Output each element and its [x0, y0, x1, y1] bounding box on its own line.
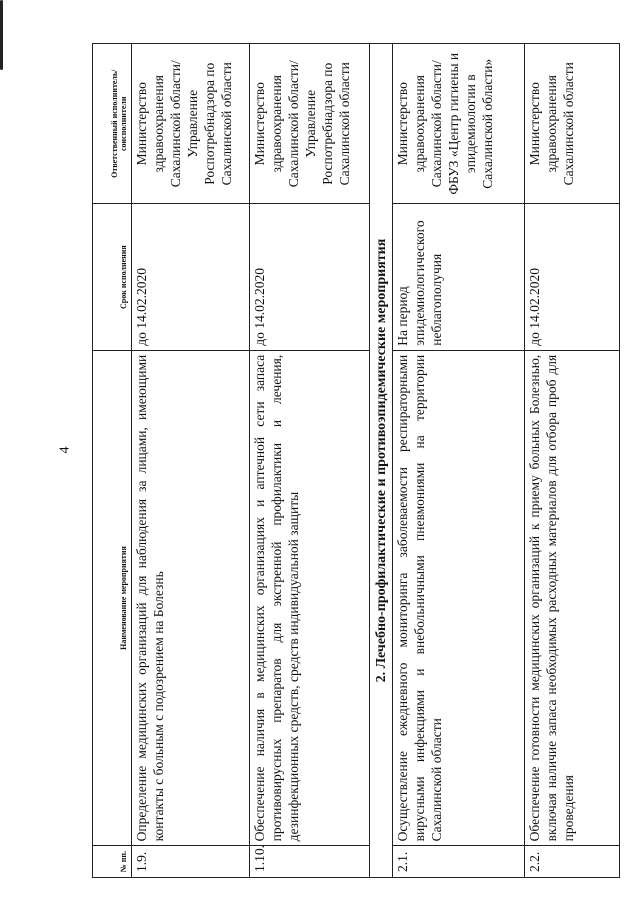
row-responsible: Министерство здравоохранения Сахалинской области/ ФБУЗ «Центр гигиены и эпидемиологии в Сахалинской области» [393, 44, 525, 204]
row-deadline: На период эпидемиологического неблагополучия [393, 204, 525, 350]
row-name: Обеспечение готовности медицинских организаций к приему больных Болезнью, включая наличие запаса необходимых расходных материалов для отбора проб для проведения [525, 350, 620, 846]
table-row [525, 44, 620, 878]
table-row [250, 44, 370, 878]
page-number: 4 [57, 446, 73, 454]
section-title: 2. Лечебно-профилактические и противоэпидемические мероприятия [370, 44, 393, 878]
row-num: 2.1. [393, 846, 525, 878]
row-num: 1.10. [250, 846, 370, 878]
header-num: № пп. [93, 846, 132, 878]
header-name: Наименование мероприятия [93, 350, 132, 846]
row-num: 1.9. [132, 846, 250, 878]
row-responsible: Министерство здравоохранения Сахалинской области [525, 44, 620, 204]
row-deadline: до 14.02.2020 [525, 204, 620, 350]
section-row [370, 44, 393, 878]
header-deadline: Срок исполнения [93, 204, 132, 350]
measures-table [92, 43, 620, 878]
header-responsible: Ответственный исполнитель/соисполнители [93, 44, 132, 204]
row-name: Осуществление ежедневного мониторинга заболеваемости респираторными вирусными инфекциями и внебольничными пневмониями на территории Сахалинской области [393, 350, 525, 846]
row-deadline: до 14.02.2020 [250, 204, 370, 350]
row-name: Обеспечение наличия в медицинских организациях и аптечной сети запаса противовирусных препаратов для экстренной профилактики и лечения, дезинфекционных средств, средств индивидуальной защиты [250, 350, 370, 846]
row-responsible: Министерство здравоохранения Сахалинской области/ Управление Роспотребнадзора по Сахалинской области [132, 44, 250, 204]
table-header-row [93, 44, 132, 878]
rotated-table-container [92, 43, 604, 878]
scan-edge-artifact [0, 0, 3, 70]
row-num: 2.2. [525, 846, 620, 878]
row-deadline: до 14.02.2020 [132, 204, 250, 350]
row-name: Определение медицинских организаций для наблюдения за лицами, имеющими контакты с больным с подозрением на Болезнь [132, 350, 250, 846]
row-responsible: Министерство здравоохранения Сахалинской области/ Управление Роспотребнадзора по Сахалинской области [250, 44, 370, 204]
table-row [132, 44, 250, 878]
table-row [393, 44, 525, 878]
